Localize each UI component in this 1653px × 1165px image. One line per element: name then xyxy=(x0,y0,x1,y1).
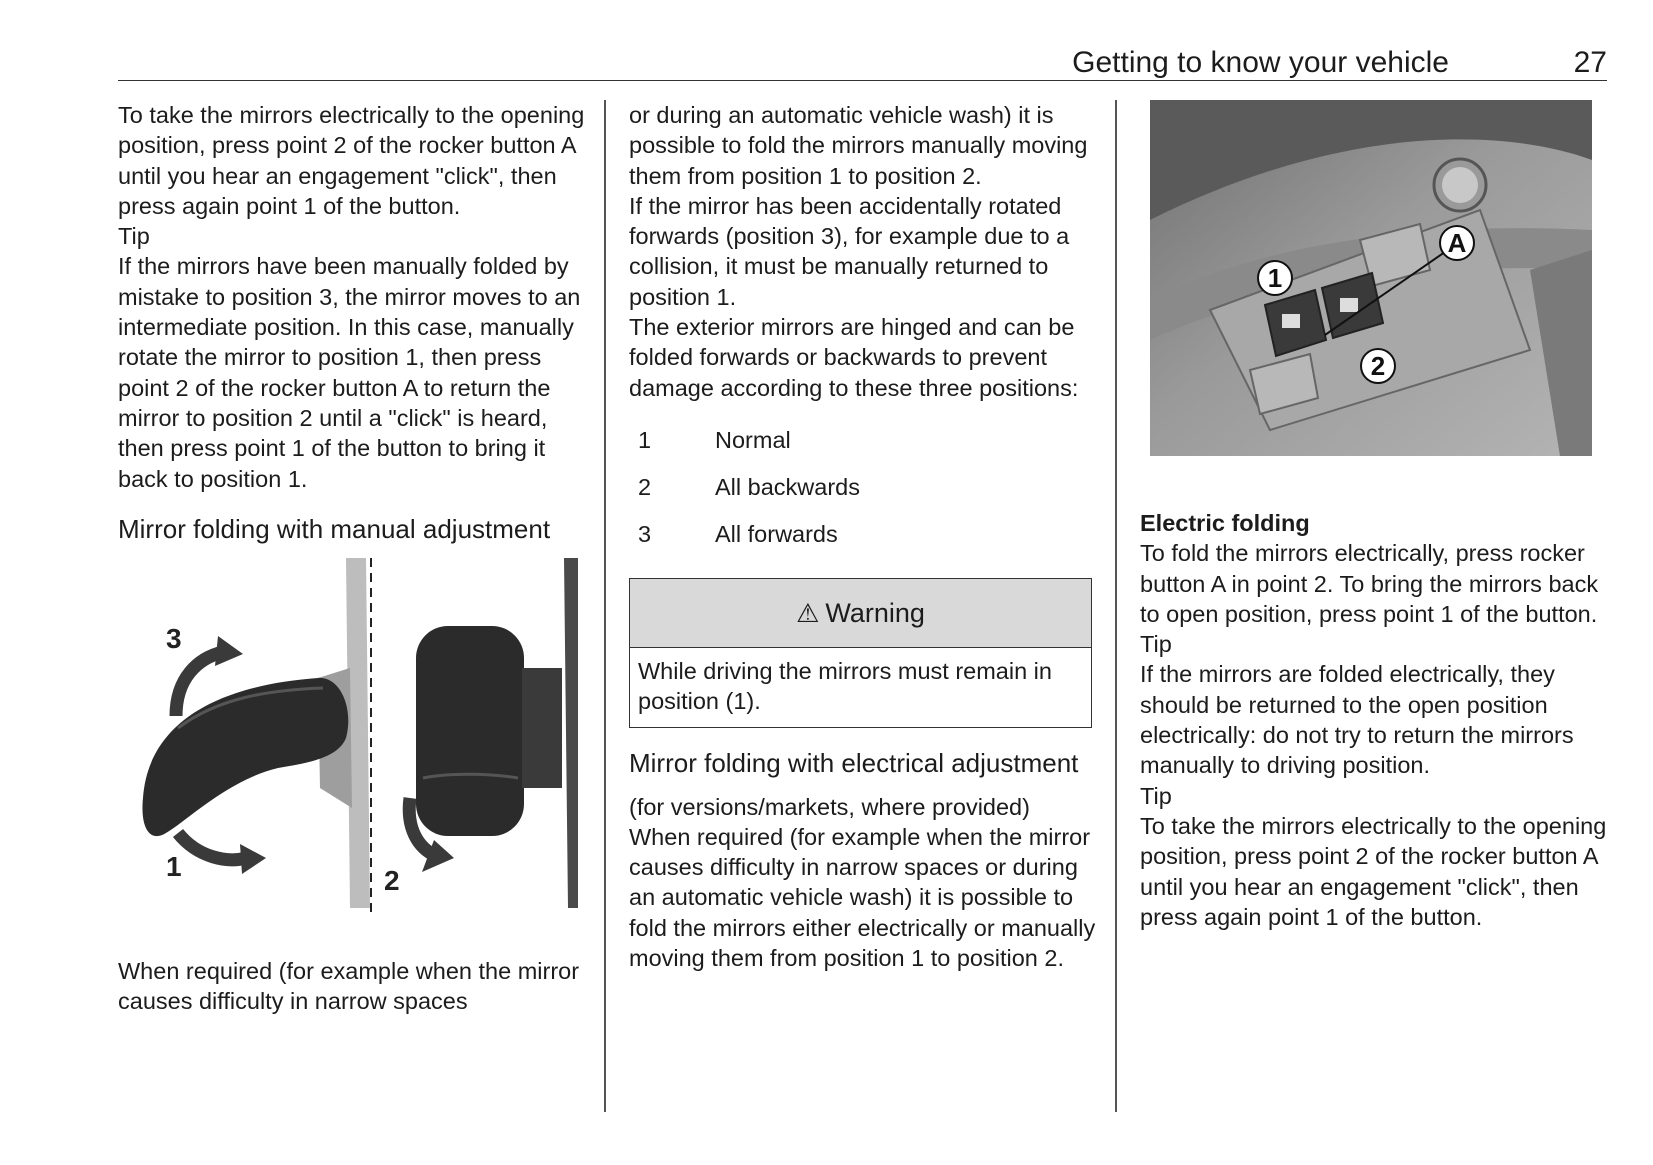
figure-label: 3 xyxy=(166,622,182,654)
tip-label: Tip xyxy=(118,223,150,250)
paragraph: When required (for example when the mirror causes difficulty in narrow spaces or during an automatic vehicle wash) it is possible to fold the mirrors either electrically or manually moving them from position 1 to position 2. xyxy=(629,823,1096,972)
position-list xyxy=(629,425,1099,566)
list-label: All backwards xyxy=(715,473,860,500)
list-item xyxy=(629,425,1099,472)
tip-label: Tip xyxy=(1140,782,1172,809)
paragraph: To take the mirrors electrically to the opening position, press point 2 of the rocker button A until you hear an engagement "click", then press again point 1 of the button. xyxy=(1140,812,1607,930)
list-number: 1 xyxy=(638,426,652,453)
warning-box xyxy=(629,578,1092,728)
warning-triangle-icon: ⚠ xyxy=(796,597,820,628)
paragraph: To take the mirrors electrically to the opening position, press point 2 of the rocker button A until you hear an engagement "click", then press again point 1 of the button. xyxy=(118,102,585,219)
section-title: Getting to know your vehicle xyxy=(1072,46,1449,79)
list-item xyxy=(629,519,1099,566)
figure-label: A xyxy=(1447,228,1467,258)
subheading: Electric folding xyxy=(1140,510,1310,536)
warning-header xyxy=(630,579,1091,648)
section-heading: Mirror folding with electrical adjustment xyxy=(629,747,1079,778)
column-2 xyxy=(629,100,1099,973)
list-label: All forwards xyxy=(715,520,838,547)
section-heading: Mirror folding with manual adjustment xyxy=(118,513,551,544)
tip-label: Tip xyxy=(1140,631,1172,658)
manual-folding-figure xyxy=(118,558,578,928)
column-divider xyxy=(1115,100,1117,1112)
figure-label: 1 xyxy=(1267,263,1283,293)
paragraph: When required (for example when the mirror causes difficulty in narrow spaces xyxy=(118,957,580,1015)
warning-text: While driving the mirrors must remain in position (1). xyxy=(638,657,1052,715)
paragraph: (for versions/markets, where provided) xyxy=(629,793,1030,820)
page-header xyxy=(118,42,1607,81)
column-1 xyxy=(118,100,588,1016)
warning-title: Warning xyxy=(825,597,925,628)
list-label: Normal xyxy=(715,426,791,453)
page-number: 27 xyxy=(1573,46,1607,79)
paragraph: If the mirror has been accidentally rotated forwards (position 3), for example due to a collision, it must be manually returned to position 1. xyxy=(629,192,1070,310)
paragraph: To fold the mirrors electrically, press rocker button A in point 2. To bring the mirrors back to open position, press point 1 of the button. xyxy=(1140,540,1599,627)
column-divider xyxy=(604,100,606,1112)
paragraph: If the mirrors have been manually folded by mistake to position 3, the mirror moves to an intermediate position. In this case, manually rotate the mirror to position 1, then press point 2 of the rocker button A to return the mirror to position 2 until a "click" is heard, then press point 1 of the button to bring it back to position 1. xyxy=(118,253,581,492)
figure-label: 2 xyxy=(384,864,400,896)
figure-label: 2 xyxy=(1370,351,1386,381)
electric-switch-figure xyxy=(1150,100,1592,456)
list-item xyxy=(629,472,1099,519)
paragraph: or during an automatic vehicle wash) it is possible to fold the mirrors manually moving them from position 1 to position 2. xyxy=(629,102,1088,189)
paragraph: If the mirrors are folded electrically, they should be returned to the open position electrically: do not try to return the mirrors manually to driving position. xyxy=(1140,661,1574,779)
figure-label: 1 xyxy=(166,850,182,882)
list-number: 2 xyxy=(638,473,652,500)
paragraph: The exterior mirrors are hinged and can be folded forwards or backwards to prevent damage according to these three positions: xyxy=(629,314,1079,401)
column-3 xyxy=(1140,100,1610,932)
list-number: 3 xyxy=(638,520,652,547)
